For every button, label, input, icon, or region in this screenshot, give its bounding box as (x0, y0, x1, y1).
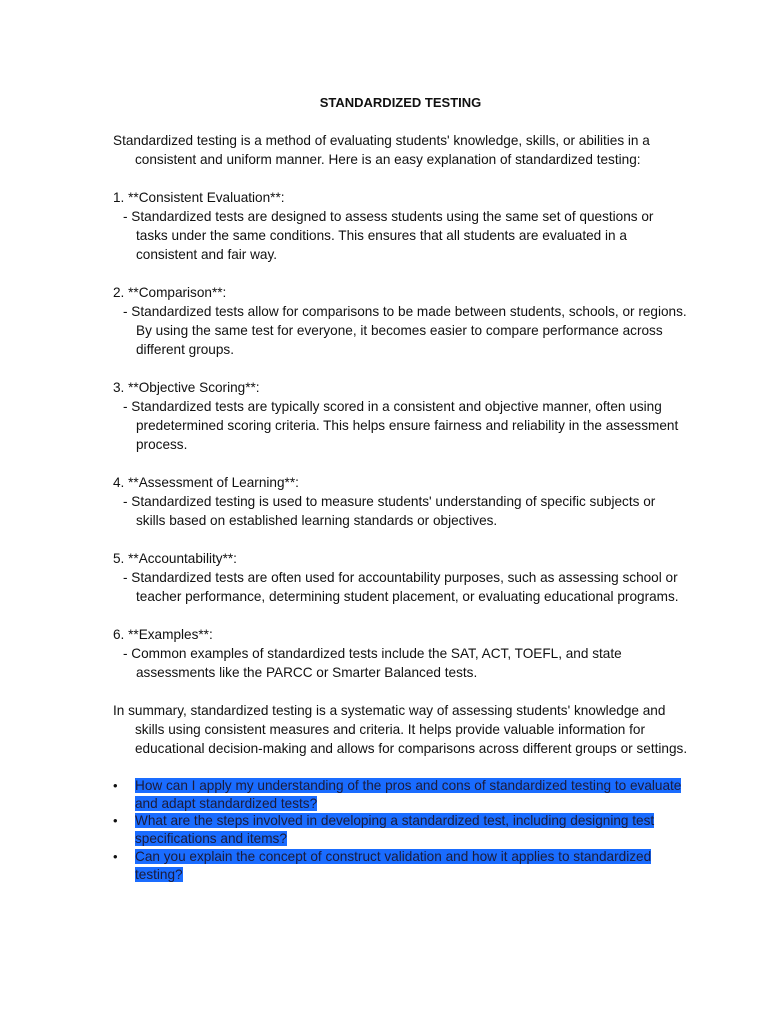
section-heading: 3. **Objective Scoring**: (113, 380, 260, 395)
intro-paragraph: Standardized testing is a method of evaluating students' knowledge, skills, or abilities in a consistent and uniform manner. Here is an easy explanation of standardized testing: (113, 133, 650, 167)
document-title: STANDARDIZED TESTING (319, 95, 482, 110)
section-accountability (113, 549, 688, 606)
section-heading: 4. **Assessment of Learning**: (113, 475, 299, 490)
section-heading: 5. **Accountability**: (113, 551, 237, 566)
question-item (113, 777, 688, 812)
question-item (113, 848, 688, 883)
highlighted-question[interactable]: What are the steps involved in developing a standardized test, including designing test specifications and items? (135, 813, 655, 847)
document-body (113, 93, 688, 883)
bullet-icon: • (113, 848, 118, 864)
bullet-icon: • (113, 778, 118, 793)
highlighted-question[interactable]: How can I apply my understanding of the pros and cons of standardized testing to evaluate and adapt standardized tests? (135, 778, 682, 811)
section-consistent-evaluation (113, 188, 688, 264)
bullet-icon: • (113, 813, 118, 829)
section-body: - Standardized tests are often used for accountability purposes, such as assessing school or teacher performance, determining student placement, or evaluating educational programs. (123, 570, 679, 604)
section-heading: 6. **Examples**: (113, 627, 213, 642)
question-item (113, 812, 688, 847)
section-body: - Standardized tests are designed to assess students using the same set of questions or tasks under the same conditions. This ensures that all students are evaluated in a consistent and fair way. (123, 209, 654, 262)
section-body: - Common examples of standardized tests include the SAT, ACT, TOEFL, and state assessments like the PARCC or Smarter Balanced tests. (123, 646, 622, 680)
section-assessment-of-learning (113, 473, 688, 530)
section-body: - Standardized testing is used to measure students' understanding of specific subjects or skills based on established learning standards or objectives. (123, 494, 656, 528)
section-objective-scoring (113, 378, 688, 454)
section-heading: 1. **Consistent Evaluation**: (113, 190, 285, 205)
section-body: - Standardized tests allow for comparisons to be made between students, schools, or regions. By using the same test for everyone, it becomes easier to compare performance across different groups. (123, 304, 687, 357)
section-body: - Standardized tests are typically scored in a consistent and objective manner, often using predetermined scoring criteria. This helps ensure fairness and reliability in the assessment process. (123, 399, 679, 452)
section-heading: 2. **Comparison**: (113, 285, 227, 300)
section-comparison (113, 283, 688, 359)
section-examples (113, 625, 688, 682)
summary-paragraph: In summary, standardized testing is a systematic way of assessing students' knowledge and skills using consistent measures and criteria. It helps provide valuable information for educational decision-making and allows for comparisons across different groups or settings. (113, 703, 688, 756)
highlighted-question[interactable]: Can you explain the concept of construct validation and how it applies to standardized testing? (135, 848, 652, 882)
question-list (113, 777, 688, 883)
